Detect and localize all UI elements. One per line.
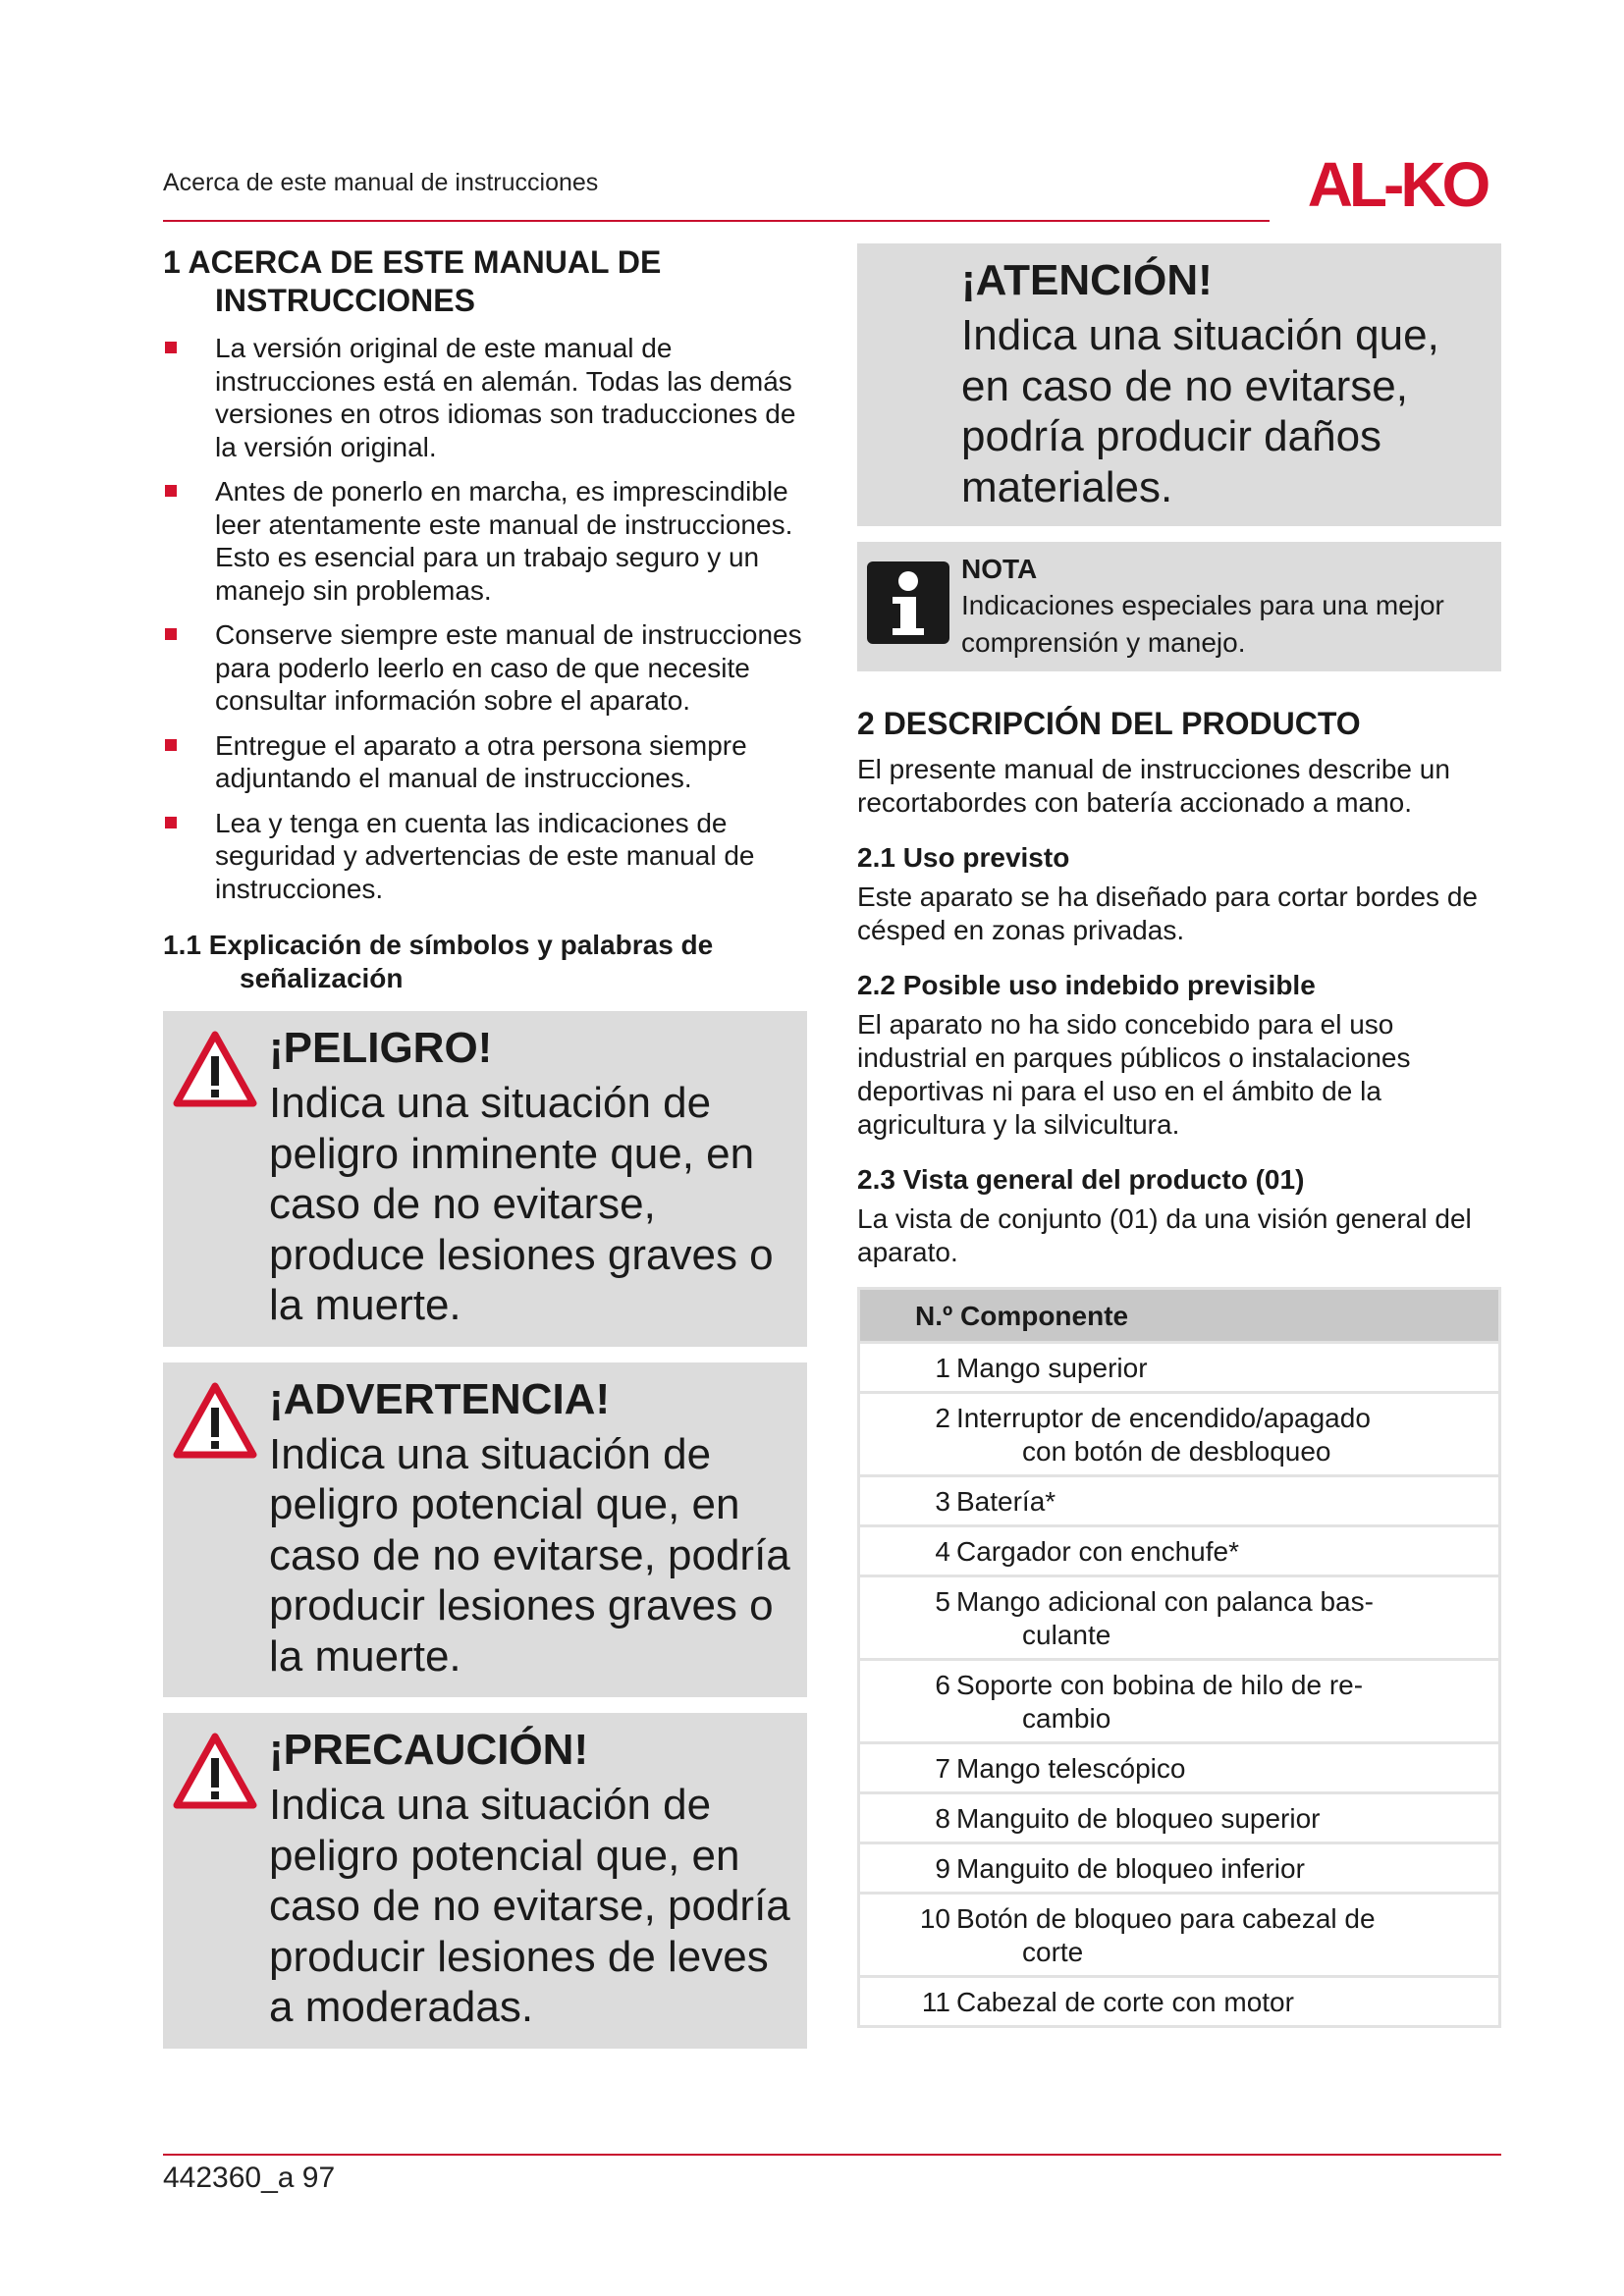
list-item: Lea y tenga en cuenta las indicaciones de seguridad y advertencias de este manual de instrucciones. <box>163 807 807 906</box>
product-intro: El presente manual de instrucciones describe un recortabordes con batería accionado a mano. <box>857 754 1450 818</box>
table-row: 4 Cargador con enchufe* <box>859 1526 1500 1576</box>
alko-logo <box>1286 155 1508 214</box>
table-row: 9 Manguito de bloqueo inferior <box>859 1843 1500 1894</box>
nota-title: NOTA <box>961 554 1038 584</box>
heading-about-manual: 1 ACERCA DE ESTE MANUAL DE INSTRUCCIONES <box>163 244 662 318</box>
atencion-box <box>857 243 1501 526</box>
bullet-square-icon <box>165 628 177 640</box>
list-item: La versión original de este manual de instrucciones está en alemán. Todas las demás versiones en otros idiomas son traducciones de la versión original. <box>163 332 807 463</box>
warning-triangle-icon <box>171 1380 259 1461</box>
atencion-text: Indica una situación que, en caso de no evitarse, podría producir daños materiales. <box>961 311 1439 511</box>
heading-intended-use: 2.1 Uso previsto <box>857 842 1070 873</box>
warning-triangle-icon <box>171 1029 259 1109</box>
peligro-title: ¡PELIGRO! <box>269 1024 493 1072</box>
about-manual-bullets <box>163 332 807 905</box>
right-column <box>857 243 1501 2028</box>
header-section-title: Acerca de este manual de instrucciones <box>163 169 599 196</box>
peligro-text: Indica una situación de peligro inminente que, en caso de no evitarse, produce lesiones graves o la muerte. <box>269 1079 774 1329</box>
table-row: 8 Manguito de bloqueo superior <box>859 1793 1500 1843</box>
heading-foreseeable-misuse: 2.2 Posible uso indebido previsible <box>857 970 1316 1000</box>
precaucion-title: ¡PRECAUCIÓN! <box>269 1726 589 1774</box>
list-item: Conserve siempre este manual de instrucciones para poderlo leerlo en caso de que necesite consultar información sobre el aparato. <box>163 618 807 718</box>
table-row: 3 Batería* <box>859 1476 1500 1526</box>
header-divider <box>163 220 1270 222</box>
table-row: 7 Mango telescópico <box>859 1743 1500 1793</box>
advertencia-box <box>163 1362 807 1698</box>
nota-box <box>857 542 1501 671</box>
table-row: 11 Cabezal de corte con motor <box>859 1977 1500 2027</box>
foreseeable-misuse-text: El aparato no ha sido concebido para el uso industrial en parques públicos o instalaciones deportivas ni para el uso en el ámbito de la agricultura y la silvicultura. <box>857 1009 1411 1140</box>
heading-product-description: 2 DESCRIPCIÓN DEL PRODUCTO <box>857 706 1361 741</box>
advertencia-title: ¡ADVERTENCIA! <box>269 1374 611 1423</box>
svg-text:AL-KO: AL-KO <box>1307 155 1488 214</box>
bullet-square-icon <box>165 485 177 497</box>
bullet-square-icon <box>165 342 177 353</box>
atencion-title: ¡ATENCIÓN! <box>961 256 1213 304</box>
heading-symbols-explanation: 1.1 Explicación de símbolos y palabras de señalización <box>163 930 714 993</box>
footer-doc-page: 442360_a 97 <box>163 2162 336 2194</box>
table-row: 1 Mango superior <box>859 1343 1500 1393</box>
list-item: Entregue el aparato a otra persona siempre adjuntando el manual de instrucciones. <box>163 729 807 795</box>
table-header: N.º Componente <box>859 1289 1500 1343</box>
product-overview-text: La vista de conjunto (01) da una visión general del aparato. <box>857 1203 1472 1267</box>
heading-product-overview: 2.3 Vista general del producto (01) <box>857 1164 1305 1195</box>
table-row: 10 Botón de bloqueo para cabezal de corte <box>859 1894 1500 1977</box>
precaucion-box <box>163 1713 807 2049</box>
warning-triangle-icon <box>171 1731 259 1811</box>
bullet-square-icon <box>165 817 177 828</box>
nota-text: Indicaciones especiales para una mejor comprensión y manejo. <box>961 590 1444 658</box>
peligro-box <box>163 1011 807 1347</box>
table-row: 2 Interruptor de encendido/apagado con botón de desbloqueo <box>859 1393 1500 1476</box>
bullet-square-icon <box>165 739 177 751</box>
intended-use-text: Este aparato se ha diseñado para cortar bordes de césped en zonas privadas. <box>857 881 1478 945</box>
table-row: 5 Mango adicional con palanca bas- culante <box>859 1576 1500 1660</box>
list-item: Antes de ponerlo en marcha, es imprescindible leer atentamente este manual de instrucciones. Esto es esencial para un trabajo seguro y un manejo sin problemas. <box>163 475 807 607</box>
components-table <box>857 1287 1501 2028</box>
footer-divider <box>163 2154 1501 2156</box>
precaucion-text: Indica una situación de peligro potencial que, en caso de no evitarse, podría producir lesiones de leves a moderadas. <box>269 1781 790 2031</box>
left-column <box>163 243 807 2064</box>
table-row: 6 Soporte con bobina de hilo de re- cambio <box>859 1660 1500 1743</box>
advertencia-text: Indica una situación de peligro potencial que, en caso de no evitarse, podría producir lesiones graves o la muerte. <box>269 1429 790 1681</box>
info-icon <box>867 561 949 644</box>
